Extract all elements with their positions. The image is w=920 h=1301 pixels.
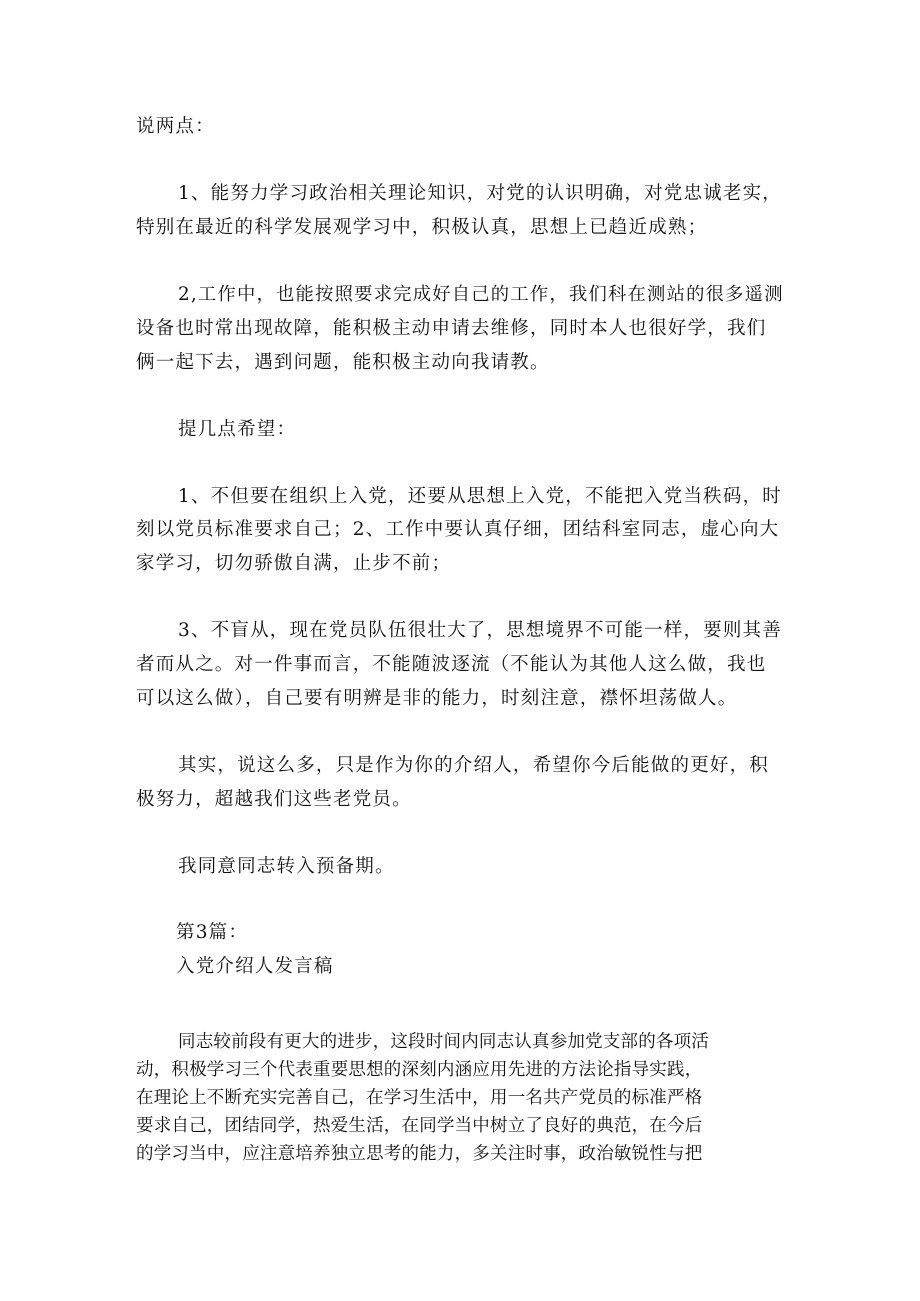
text-line: 特别在最近的科学发展观学习中，积极认真，思想上已趋近成熟；	[136, 217, 708, 238]
text-line: 设备也时常出现故障，能积极主动申请去维修，同时本人也很好学，我们	[136, 318, 767, 339]
text-line: 者而从之。对一件事而言，不能随波逐流（不能认为其他人这么做，我也	[136, 654, 767, 675]
text-line: 刻以党员标准要求自己；2、工作中要认真仔细，团结科室同志，虚心向大	[136, 519, 780, 540]
text-line: 其实，说这么多，只是作为你的介绍人，希望你今后能做的更好，积	[178, 755, 770, 776]
text-line: 家学习，切勿骄傲自满，止步不前；	[136, 553, 452, 574]
text-line: 同志较前段有更大的进步，这段时间内同志认真参加党支部的各项活	[178, 1032, 709, 1052]
text-line: 1、能努力学习政治相关理论知识，对党的认识明确，对党忠诚老实，	[178, 183, 782, 204]
text-line: 可以这么做），自己要有明辨是非的能力，时刻注意，襟怀坦荡做人。	[136, 688, 738, 709]
text-line: 动，积极学习三个代表重要思想的深刻内涵应用先进的方法论指导实践，	[136, 1060, 703, 1080]
section-subtitle: 入党介绍人发言稿	[176, 956, 334, 977]
text-line: 1、不但要在组织上入党，还要从思想上入党，不能把入党当秩码，时	[178, 486, 782, 507]
text-line: 说两点：	[136, 116, 215, 137]
text-line: 提几点希望：	[178, 419, 297, 440]
text-line: 3、不盲从，现在党员队伍很壮大了，思想境界不可能一样，要则其善	[178, 620, 782, 641]
text-line: 我同意同志转入预备期。	[178, 856, 395, 877]
section-heading: 第3篇：	[176, 922, 249, 943]
text-line: 在理论上不断充实完善自己，在学习生活中，用一名共产党员的标准严格	[136, 1088, 703, 1108]
text-line: 2,工作中，也能按照要求完成好自己的工作，我们科在测站的很多遥测	[178, 284, 784, 305]
text-line: 要求自己，团结同学，热爱生活，在同学当中树立了良好的典范，在今后	[136, 1116, 703, 1136]
text-line: 极努力，超越我们这些老党员。	[136, 789, 412, 810]
text-line: 的学习当中，应注意培养独立思考的能力，多关注时事，政治敏锐性与把	[136, 1144, 703, 1164]
text-line: 俩一起下去，遇到问题，能积极主动向我请教。	[136, 352, 550, 373]
